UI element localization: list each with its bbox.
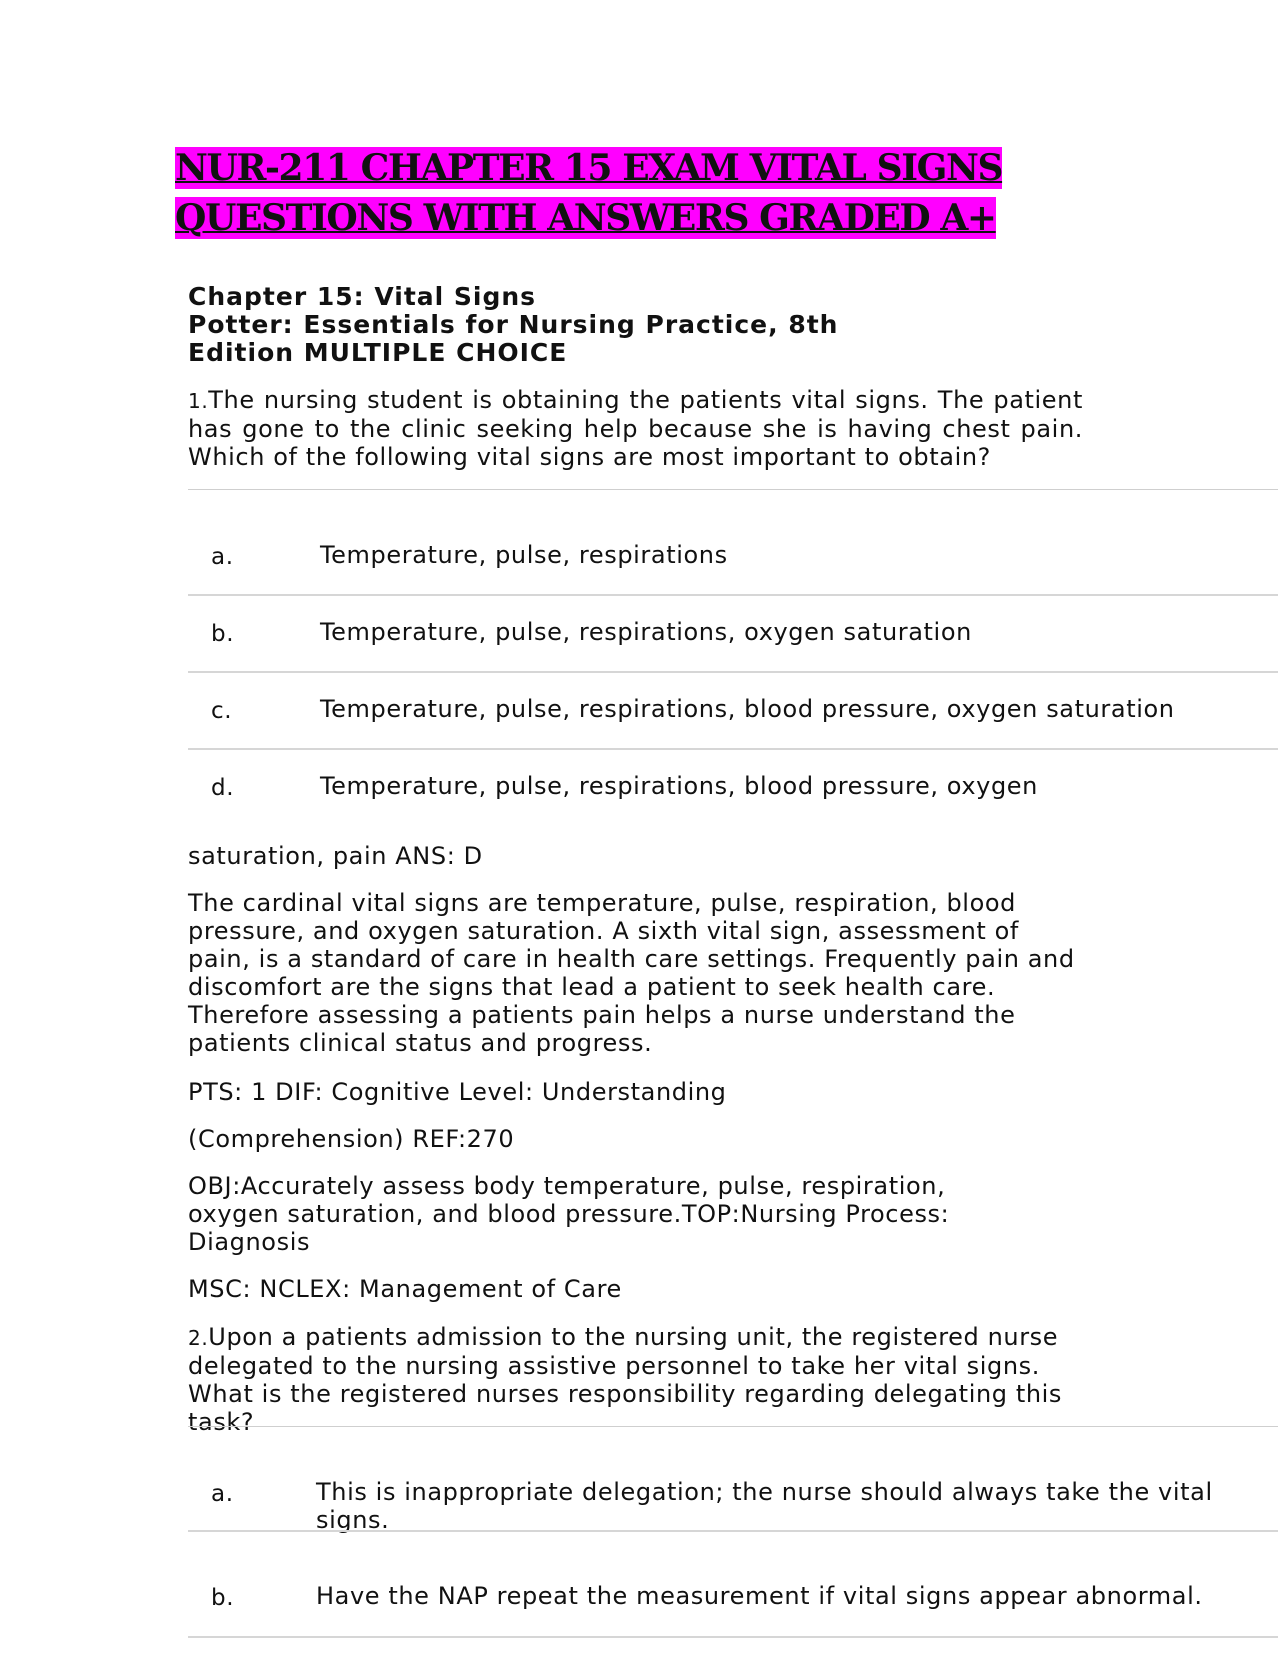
question-2-divider: [188, 1426, 1278, 1427]
heading-line-2: Potter: Essentials for Nursing Practice, 8th: [188, 310, 839, 339]
q1-pts: PTS: 1 DIF: Cognitive Level: Understanding: [188, 1078, 727, 1106]
q1-answer-line: saturation, pain ANS: D: [188, 842, 483, 870]
q1-option-b-letter: b.: [211, 621, 235, 647]
option-divider: [188, 1530, 1278, 1532]
option-divider: [188, 671, 1278, 673]
q1-option-c-letter: c.: [211, 698, 233, 724]
q1-option-c-text: Temperature, pulse, respirations, blood pressure, oxygen saturation: [320, 695, 1175, 723]
q1-msc: MSC: NCLEX: Management of Care: [188, 1275, 622, 1303]
q1-option-b-text: Temperature, pulse, respirations, oxygen saturation: [320, 618, 972, 646]
q2-option-b-text: Have the NAP repeat the measurement if vital signs appear abnormal.: [316, 1582, 1203, 1610]
q1-obj: OBJ:Accurately assess body temperature, pulse, respiration, oxygen saturation, and blood pressure.TOP:Nursing Process: Diagnosis: [188, 1172, 950, 1256]
question-2-text: 2.Upon a patients admission to the nursing unit, the registered nurse delegated to the nursing assistive personnel to take her vital signs. What is the registered nurses responsibility regarding delegating this task?: [188, 1323, 1063, 1436]
q1-ref: (Comprehension) REF:270: [188, 1125, 515, 1153]
option-divider: [188, 748, 1278, 750]
question-1-text: 1.The nursing student is obtaining the patients vital signs. The patient has gone to the clinic seeking help because she is having chest pain. Which of the following vital signs are most important to obtain?: [188, 386, 1083, 471]
q2-option-a-letter: a.: [211, 1481, 234, 1507]
q1-option-a-letter: a.: [211, 544, 234, 570]
heading-line-1: Chapter 15: Vital Signs: [188, 282, 537, 311]
q1-option-d-letter: d.: [211, 775, 235, 801]
chapter-heading: [188, 283, 838, 367]
heading-line-3: Edition MULTIPLE CHOICE: [188, 338, 568, 367]
q1-option-d-text: Temperature, pulse, respirations, blood pressure, oxygen: [320, 772, 1038, 800]
question-1-divider: [188, 489, 1278, 490]
q1-rationale: The cardinal vital signs are temperature, pulse, respiration, blood pressure, and oxygen saturation. A sixth vital sign, assessment of pain, is a standard of care in health care settings. Frequently pain and discomfort are the signs that lead a patient to seek health care. Therefore assessing a patients pain helps a nurse understand the patients clinical status and progress.: [188, 889, 1075, 1057]
document-title: NUR-211 CHAPTER 15 EXAM VITAL SIGNS QUESTIONS WITH ANSWERS GRADED A+: [175, 147, 1003, 239]
option-divider: [188, 1636, 1278, 1638]
q1-option-a-text: Temperature, pulse, respirations: [320, 541, 728, 569]
q2-option-a-text: This is inappropriate delegation; the nurse should always take the vital signs.: [316, 1478, 1213, 1534]
option-divider: [188, 594, 1278, 596]
q2-option-b-letter: b.: [211, 1585, 235, 1611]
question-2-number: 2.: [188, 1326, 209, 1350]
question-1-number: 1.: [188, 389, 209, 413]
